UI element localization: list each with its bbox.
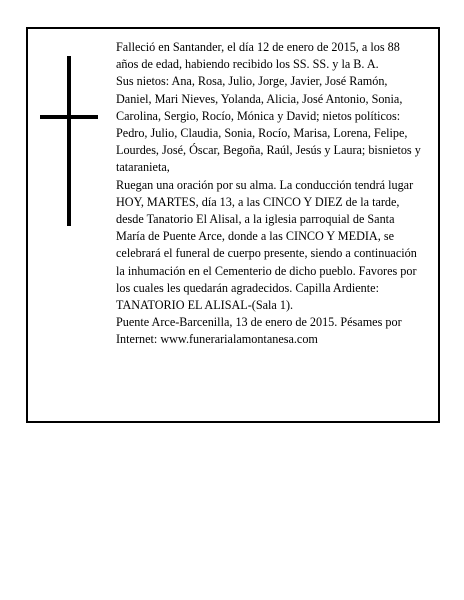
cross-vertical-bar [67, 56, 71, 226]
relatives-paragraph: Sus nietos: Ana, Rosa, Julio, Jorge, Javier, José Ramón, Daniel, Mari Nieves, Yolanda, Alicia, José Antonio, Sonia, Carolina, Sergio, Rocío, Mónica y David; nietos políticos: Pedro, Julio, Claudia, Sonia, Rocío, Marisa, Lorena, Felipe, Lourdes, José, Óscar, Begoña, Raúl, Jesús y Laura; bisnietos y tataranieta, [116, 74, 421, 175]
cross-horizontal-bar [40, 115, 98, 119]
obituary-notice [26, 27, 440, 423]
cross-icon [40, 56, 100, 226]
funeral-details-paragraph: Ruegan una oración por su alma. La conducción tendrá lugar HOY, MARTES, día 13, a las CINCO Y DIEZ de la tarde, desde Tanatorio El Alisal, a la iglesia parroquial de Santa María de Puente Arce, donde a las CINCO Y MEDIA, se celebrará el funeral de cuerpo presente, siendo a continuación la inhumación en el Cementerio de dicho pueblo. Favores por los cuales les quedarán agradecidos. Capilla Ardiente: TANATORIO EL ALISAL-(Sala 1). [116, 177, 417, 313]
place-date-paragraph: Puente Arce-Barcenilla, 13 de enero de 2015. Pésames por Internet: www.funerarialamontanesa.com [116, 315, 402, 347]
death-announcement-paragraph: Falleció en Santander, el día 12 de enero de 2015, a los 88 años de edad, habiendo recibido los SS. SS. y la B. A. [116, 40, 400, 72]
notice-body [116, 39, 424, 349]
